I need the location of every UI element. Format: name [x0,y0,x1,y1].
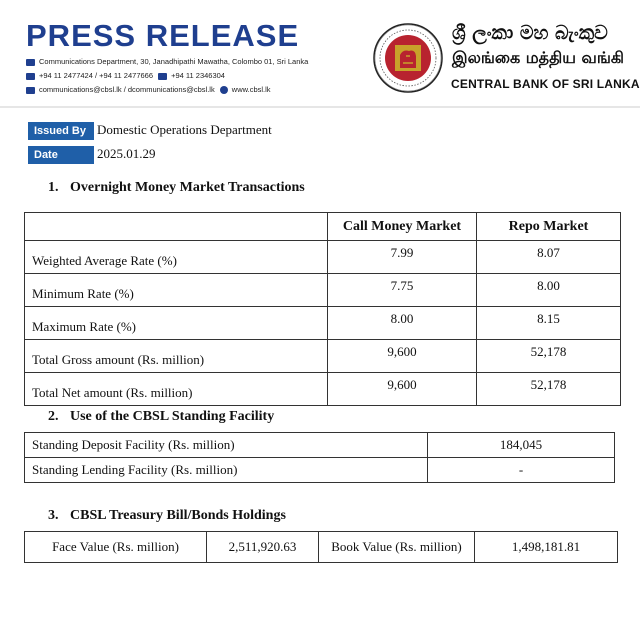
call-value: 9,600 [328,373,477,406]
bank-name-english: CENTRAL BANK OF SRI LANKA [451,77,640,91]
phone-icon [26,73,35,80]
row-label: Weighted Average Rate (%) [25,241,328,274]
phone-line [26,71,225,80]
location-icon [26,59,35,66]
phone-text: +94 11 2477424 / +94 11 2477666 [39,71,153,80]
fax-icon [158,73,167,80]
table-row [25,274,621,307]
address-text: Communications Department, 30, Janadhipathi Mawatha, Colombo 01, Sri Lanka [39,57,309,66]
row-label: Total Gross amount (Rs. million) [25,340,328,373]
email-text[interactable]: communications@cbsl.lk / dcommunications@cbsl.lk [39,85,215,94]
bank-name-sinhala: ශ්‍රී ලංකා මහ බැංකුව [452,22,608,44]
row-value: 184,045 [428,433,615,458]
table-row [25,532,618,563]
email-icon [26,87,35,94]
header-divider [0,106,640,108]
issued-by-value: Domestic Operations Department [97,122,272,137]
money-market-table [24,212,621,406]
call-value: 7.99 [328,241,477,274]
bank-name-tamil: இலங்கை மத்திய வங்கி [452,48,624,67]
date-value: 2025.01.29 [97,146,156,161]
header-call-money: Call Money Market [328,213,477,241]
table-row [25,307,621,340]
face-value-label: Face Value (Rs. million) [25,532,207,563]
repo-value: 8.15 [477,307,621,340]
issued-by-label: Issued By [28,122,94,140]
date-label: Date [28,146,94,164]
section-3-number: 3. [48,508,59,523]
holdings-table [24,531,618,563]
section-2-number: 2. [48,409,59,424]
address-line [26,57,308,66]
row-label: Maximum Rate (%) [25,307,328,340]
cbsl-seal-logo [373,23,443,93]
header-repo: Repo Market [477,213,621,241]
section-2-heading [48,409,274,425]
table-row [25,340,621,373]
call-value: 7.75 [328,274,477,307]
row-label: Minimum Rate (%) [25,274,328,307]
repo-value: 8.00 [477,274,621,307]
call-value: 9,600 [328,340,477,373]
fax-text: +94 11 2346304 [171,71,225,80]
table-header-row [25,213,621,241]
row-label: Total Net amount (Rs. million) [25,373,328,406]
section-1-heading [48,180,305,196]
section-2-title: Use of the CBSL Standing Facility [70,409,275,424]
letterhead [0,0,640,108]
website-link[interactable]: www.cbsl.lk [231,85,271,94]
section-1-number: 1. [48,180,59,195]
section-3-heading [48,508,286,524]
book-value-label: Book Value (Rs. million) [319,532,475,563]
section-3-title: CBSL Treasury Bill/Bonds Holdings [70,508,286,523]
table-row [25,458,615,483]
row-label: Standing Deposit Facility (Rs. million) [25,433,428,458]
email-line [26,85,271,94]
book-value: 1,498,181.81 [475,532,618,563]
table-row [25,241,621,274]
row-value: - [428,458,615,483]
table-row [25,373,621,406]
repo-value: 52,178 [477,340,621,373]
globe-icon [220,86,228,94]
standing-facility-table [24,432,615,483]
face-value: 2,511,920.63 [207,532,319,563]
row-label: Standing Lending Facility (Rs. million) [25,458,428,483]
call-value: 8.00 [328,307,477,340]
repo-value: 8.07 [477,241,621,274]
header-empty [25,213,328,241]
section-1-title: Overnight Money Market Transactions [70,180,305,195]
repo-value: 52,178 [477,373,621,406]
table-row [25,433,615,458]
press-release-title: PRESS RELEASE [26,18,300,53]
